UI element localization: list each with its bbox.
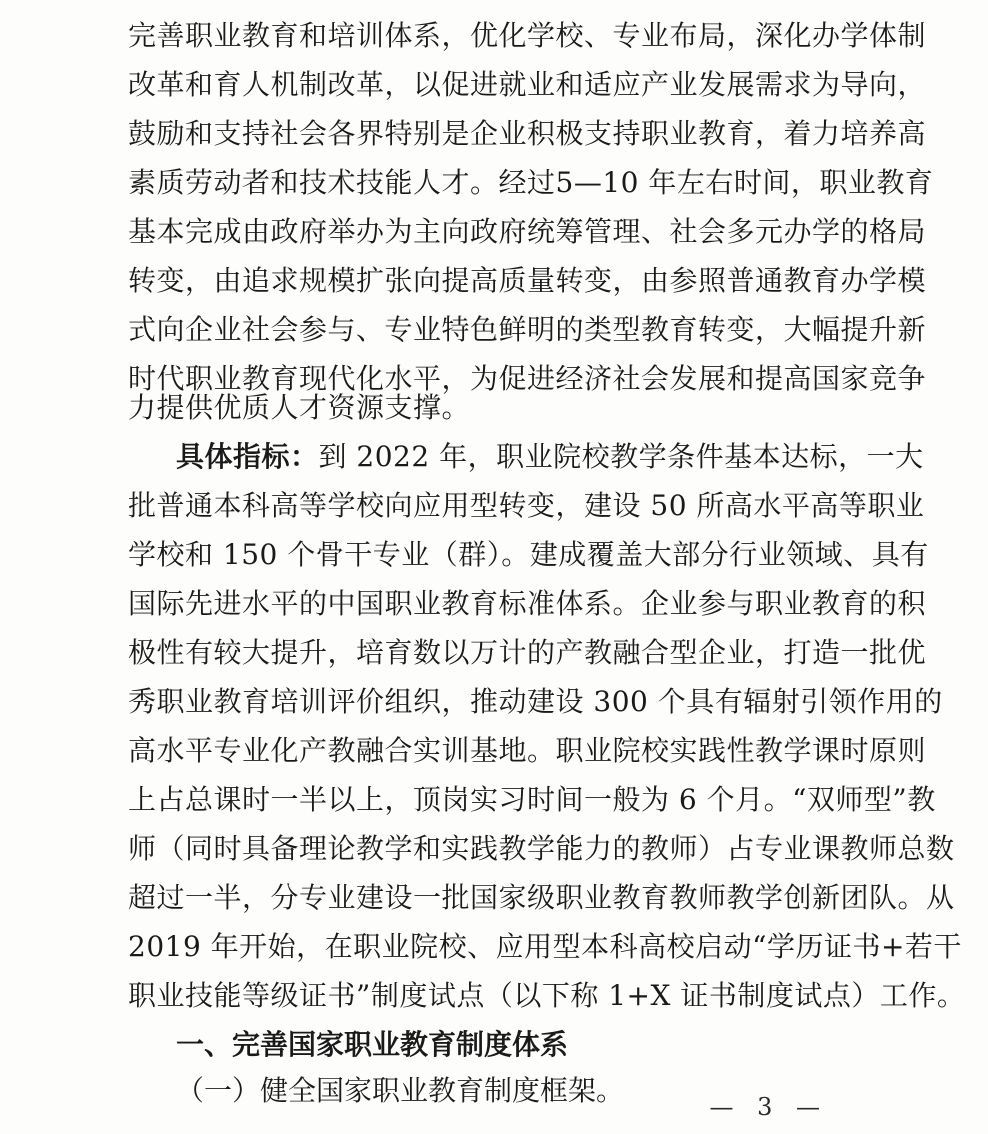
paragraph-line: 素质劳动者和技术技能人才。经过5—10 年左右时间，职业教育 xyxy=(128,166,934,199)
paragraph-line: 师（同时具备理论教学和实践教学能力的教师）占专业课教师总数 xyxy=(128,832,955,865)
paragraph-line: 鼓励和支持社会各界特别是企业积极支持职业教育，着力培养高 xyxy=(128,117,927,150)
indicators-first-line xyxy=(176,437,924,477)
paragraph-line: 学校和 150 个骨干专业（群）。建成覆盖大部分行业领域、具有 xyxy=(128,538,929,571)
subsection-heading: （一）健全国家职业教育制度框架。 xyxy=(176,1074,625,1107)
paragraph-line: 超过一半，分专业建设一批国家级职业教育教师教学创新团队。从 xyxy=(128,881,955,914)
paragraph-line: 基本完成由政府举办为主向政府统筹管理、社会多元办学的格局 xyxy=(128,215,927,248)
paragraph-line: 高水平专业化产教融合实训基地。职业院校实践性教学课时原则 xyxy=(128,734,927,767)
paragraph-line: 式向企业社会参与、专业特色鲜明的类型教育转变，大幅提升新 xyxy=(128,313,927,346)
page-number: — 3 — xyxy=(709,1093,828,1121)
paragraph-line: 极性有较大提升，培育数以万计的产教融合型企业，打造一批优 xyxy=(128,636,927,669)
paragraph-line: 职业技能等级证书”制度试点（以下称 1+X 证书制度试点）工作。 xyxy=(128,979,966,1012)
paragraph-line: 秀职业教育培训评价组织，推动建设 300 个具有辐射引领作用的 xyxy=(128,685,943,718)
paragraph-line: 批普通本科高等学校向应用型转变，建设 50 所高水平高等职业 xyxy=(128,489,925,522)
paragraph-line: 完善职业教育和培训体系，优化学校、专业布局，深化办学体制 xyxy=(128,19,927,52)
paragraph-line: 转变，由追求规模扩张向提高质量转变，由参照普通教育办学模 xyxy=(128,264,927,297)
paragraph-line: 2019 年开始，在职业院校、应用型本科高校启动“学历证书+若干 xyxy=(128,930,962,963)
paragraph-line: 改革和育人机制改革，以促进就业和适应产业发展需求为导向， xyxy=(128,68,927,101)
paragraph-line: 国际先进水平的中国职业教育标准体系。企业参与职业教育的积 xyxy=(128,587,927,620)
paragraph-line: 上占总课时一半以上，顶岗实习时间一般为 6 个月。“双师型”教 xyxy=(128,783,936,816)
section-heading: 一、完善国家职业教育制度体系 xyxy=(176,1028,569,1061)
indicators-first-text: 到 2022 年，职业院校教学条件基本达标，一大 xyxy=(318,440,924,473)
paragraph-line: 时代职业教育现代化水平，为促进经济社会发展和提高国家竞争 xyxy=(128,362,927,395)
indicators-label: 具体指标： xyxy=(176,440,319,473)
paragraph-line-last: 力提供优质人才资源支撑。 xyxy=(128,391,471,424)
